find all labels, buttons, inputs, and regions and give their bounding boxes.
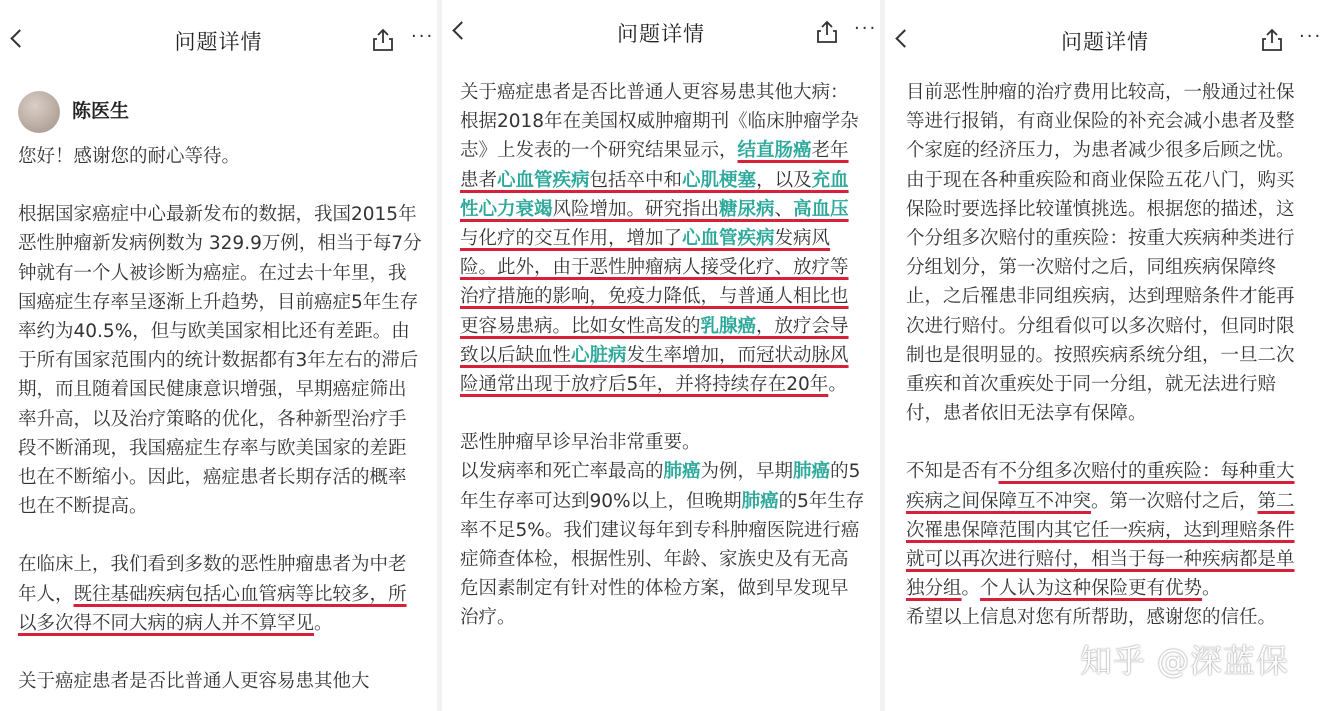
- page-title: 问题详情: [1061, 30, 1149, 54]
- more-dots-icon[interactable]: ···: [1299, 26, 1323, 47]
- intro-paragraph: 关于癌症患者是否比普通人更容易患其他大病：: [460, 82, 849, 103]
- answer-content: [460, 78, 866, 633]
- more-dots-icon[interactable]: ···: [411, 26, 435, 47]
- answer-panel-3: [885, 0, 1325, 711]
- early-diagnosis-paragraph: 恶性肿瘤早诊早治非常重要。: [460, 432, 701, 454]
- statistics-paragraph: 根据国家癌症中心最新发布的数据，我国2015年恶性肿瘤新发病例数为 329.9万例，相当于每7分钟就有一个人被诊断为癌症。在过去十年里，我国癌症生存率呈逐渐上升趋势，目前癌症5年生存率约为40.5%，但与欧美国家相比还有差距。由于所有国家范围内的统计数据都有3年左右的滞后期，而且随着国民健康意识增强，早期癌症筛出率升高，以及治疗策略的优化，各种新型治疗手段不断涌现，我国癌症生存率与欧美国家的差距也在不断缩小。因此，癌症患者长期存活的概率也在不断提高。: [18, 204, 422, 518]
- share-icon[interactable]: [814, 19, 840, 45]
- answer-content: [906, 78, 1311, 633]
- clinical-paragraph: 在临床上，我们看到多数的恶性肿瘤患者为中老年人，既往基础疾病包括心血管病等比较多，所以多次得不同大病的病人并不算罕见。: [18, 554, 407, 634]
- answer-panel-2: [442, 0, 880, 711]
- treatment-cost-paragraph: 目前恶性肿瘤的治疗费用比较高，一般通过社保等进行报销，有商业保险的补充会减小患者及整个家庭的经济压力，为患者减少很多后顾之忧。由于现在各种重疾险和商业保险五花八门，购买保险时要选择比较谨慎挑选。根据您的描述，这个分组多次赔付的重疾险：按重大疾病种类进行分组划分，第一次赔付之后，同组疾病保障终止，之后罹患非同组疾病，达到理赔条件才能再次进行赔付。分组看似可以多次赔付，但同时限制也是很明显的。按照疾病系统分组，一旦二次重疾和首次重疾处于同一分组，就无法进行赔付，患者依旧无法享有保障。: [906, 82, 1295, 425]
- zhihu-watermark: 知乎 @深蓝保: [1079, 642, 1289, 680]
- author-row[interactable]: [18, 86, 423, 138]
- answer-content: [18, 86, 423, 696]
- research-paragraph: 根据2018年在美国权威肿瘤期刊《临床肿瘤学杂志》上发表的一个研究结果显示，结直肠癌老年患者心血管疾病包括卒中和心肌梗塞，以及充血性心力衰竭风险增加。研究指出糖尿病、高血压与化疗的交互作用，增加了心血管疾病发病风险。此外，由于恶性肿瘤病人接受化疗、放疗等治疗措施的影响，免疫力降低，与普通人相比也更容易患病。比如女性高发的乳腺癌，放疗会导致以后缺血性心脏病发生率增加，而冠状动脉风险通常出现于放疗后5年，并将持续存在20年。: [460, 111, 859, 396]
- answer-panel-1: [0, 0, 437, 711]
- top-navbar: [442, 0, 880, 78]
- underlined-text: 既往基础疾病包括心血管病等比较多，所以多次得不同大病的病人并不算罕见: [18, 583, 407, 634]
- share-icon[interactable]: [1259, 27, 1285, 53]
- page-title: 问题详情: [617, 22, 705, 46]
- closing-paragraph: 希望以上信息对您有所帮助，感谢您的信任。: [906, 607, 1277, 629]
- top-navbar: [885, 0, 1325, 78]
- insurance-paragraph: 不知是否有不分组多次赔付的重疾险：每种重大疾病之间保障互不冲突。第一次赔付之后，第二次罹患保障范围内其它任一疾病，达到理赔条件就可以再次进行赔付，相当于每一种疾病都是单独分组。个人认为这种保险更有优势。: [906, 461, 1295, 600]
- author-name[interactable]: 陈医生: [72, 100, 130, 123]
- share-icon[interactable]: [370, 27, 396, 53]
- page-title: 问题详情: [174, 30, 263, 54]
- greeting-paragraph: 您好！感谢您的耐心等待。: [18, 146, 241, 167]
- top-navbar: [0, 0, 437, 78]
- cut-off-paragraph: 关于癌症患者是否比普通人更容易患其他大: [18, 671, 370, 693]
- more-dots-icon[interactable]: ···: [854, 18, 878, 39]
- avatar[interactable]: [18, 91, 60, 133]
- lung-cancer-paragraph: 以发病率和死亡率最高的肺癌为例，早期肺癌的5年生存率可达到90%以上，但晚期肺癌的5年生存率不足5%。我们建议每年到专科肿瘤医院进行癌症筛查体检，根据性别、年龄、家族史及有无高危因素制定有针对性的体检方案，做到早发现早治疗。: [460, 461, 865, 629]
